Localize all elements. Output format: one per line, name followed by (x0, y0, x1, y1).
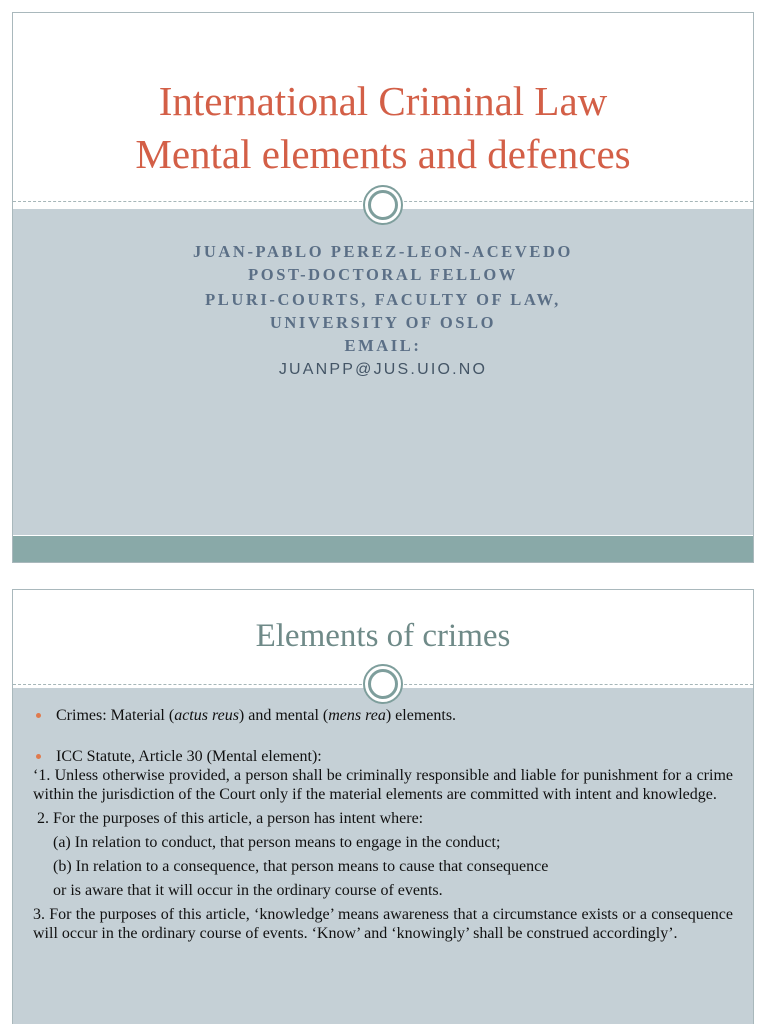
term-actus-reus: actus reus (174, 707, 239, 724)
ring-ornament-icon (363, 664, 403, 704)
bullet-text: ) and mental ( (238, 707, 329, 724)
author-name: JUAN-PABLO PEREZ-LEON-ACEVEDO (193, 242, 573, 261)
ring-ornament-icon (363, 185, 403, 225)
bullet-text: Crimes: Material ( (56, 707, 175, 724)
slide-title: Elements of crimes (255, 618, 511, 654)
title-line-1: International Criminal Law (158, 78, 608, 124)
article-paragraph-1: ‘1. Unless otherwise provided, a person shall be criminally responsible and liable for punishment for a crime within the jurisdiction of the Court only if the material elements are committed with intent and knowledge. (33, 767, 733, 803)
article-paragraph-2b-cont: or is aware that it will occur in the ordinary course of events. (53, 882, 443, 899)
article-paragraph-2: 2. For the purposes of this article, a person has intent where: (37, 810, 424, 827)
author-position: POST-DOCTORAL FELLOW (248, 265, 518, 284)
article-paragraph-3: 3. For the purposes of this article, ‘knowledge’ means awareness that a circumstance exists or a consequence will occur in the ordinary course of events. ‘Know’ and ‘knowingly’ shall be construed accordingly’. (33, 906, 733, 942)
content-slide (12, 589, 754, 1024)
slide-body (13, 688, 753, 1024)
affiliation-line-1: PLURI-COURTS, FACULTY OF LAW, (205, 290, 561, 309)
bullet-icc-statute: ICC Statute, Article 30 (Mental element): (33, 747, 733, 766)
footer-band (13, 536, 753, 562)
author-block (13, 240, 753, 383)
bullet-crimes-elements (33, 706, 733, 725)
affiliation-line-2: UNIVERSITY OF OSLO (269, 313, 497, 332)
title-line-2: Mental elements and defences (135, 131, 631, 177)
slide-content (33, 706, 733, 943)
email-label: EMAIL: (344, 336, 422, 355)
title-slide (12, 12, 754, 563)
slide-title (13, 75, 753, 181)
term-mens-rea: mens rea (328, 707, 386, 724)
title-area (13, 13, 753, 203)
article-paragraph-2b: (b) In relation to a consequence, that person means to cause that consequence (53, 858, 549, 875)
bullet-text: ) elements. (385, 707, 457, 724)
article-paragraph-2a: (a) In relation to conduct, that person means to engage in the conduct; (53, 834, 501, 851)
email-address: JUANPP@JUS.UIO.NO (278, 361, 488, 378)
slide-body (13, 209, 753, 535)
